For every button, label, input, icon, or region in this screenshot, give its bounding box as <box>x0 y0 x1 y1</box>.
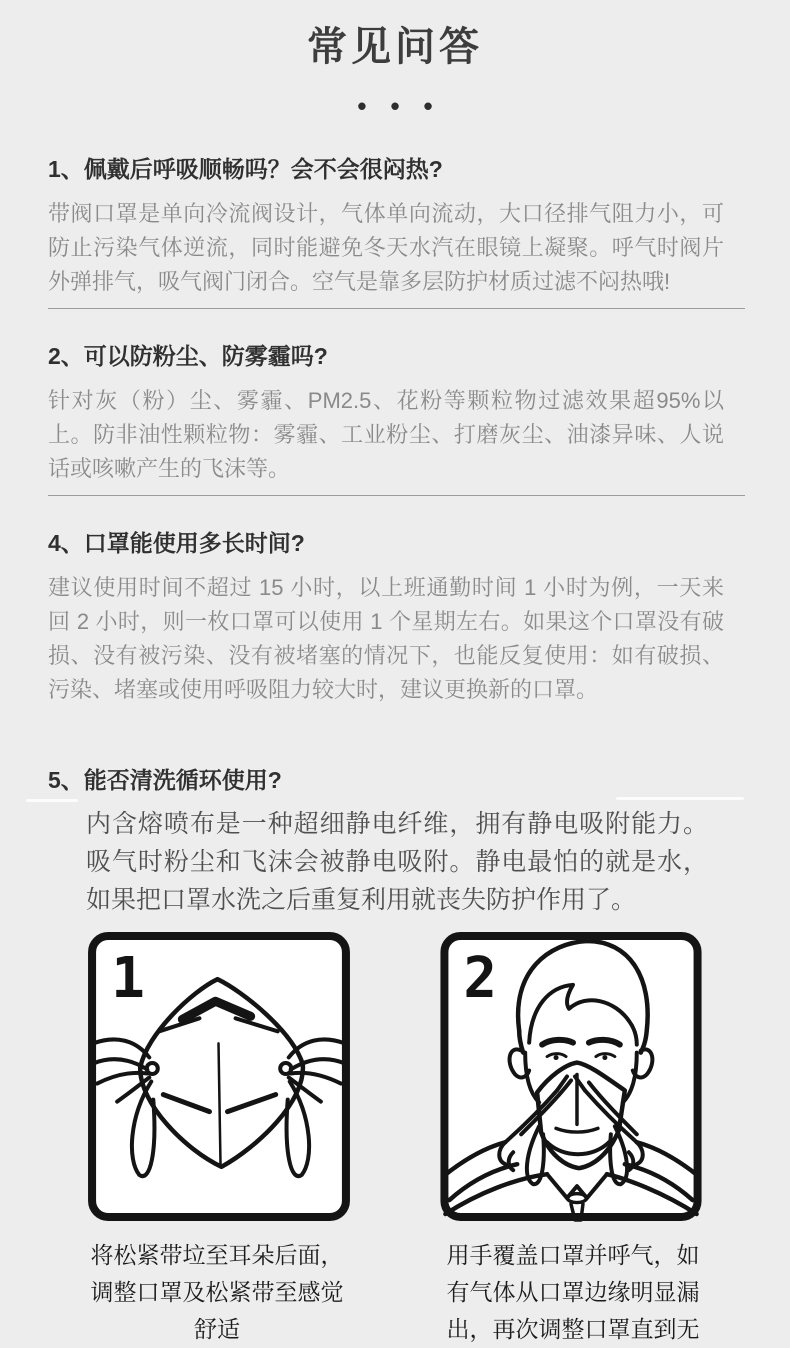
faq-question-number: 5、 <box>48 767 84 793</box>
faint-divider-left <box>26 799 78 802</box>
faq-item-2 <box>48 341 746 496</box>
faq-question <box>48 341 746 371</box>
mask-step1-illustration <box>87 931 351 1222</box>
faq-answer: 针对灰（粉）尘、雾霾、PM2.5、花粉等颗粒物过滤效果超95%以上。防非油性颗粒物：雾霾、工业粉尘、打磨灰尘、油漆异味、人说话或咳嗽产生的飞沫等。 <box>48 388 724 481</box>
instruction-illustrations <box>0 931 790 1222</box>
faq-question <box>48 528 746 558</box>
faq-question-number: 2、 <box>48 343 84 369</box>
step-number: 2 <box>463 945 497 1011</box>
faq-question <box>48 765 746 795</box>
press-mask-icon <box>439 931 703 1222</box>
faq-item-1 <box>48 154 746 309</box>
pull-ear-straps-icon <box>87 931 351 1222</box>
faq-answer: 建议使用时间不超过 15 小时，以上班通勤时间 1 小时为例，一天来回 2 小时，则一枚口罩可以使用 1 个星期左右。如果这个口罩没有破损、没有被污染、没有被堵塞的情况下，也能反复使用：如有破损、污染、堵塞或使用呼吸阻力较大时，建议更换新的口罩。 <box>48 575 724 702</box>
faq-question-text: 佩戴后呼吸顺畅吗？会不会很闷热? <box>83 156 443 182</box>
step1-caption: 将松紧带垃至耳朵后面，调整口罩及松紧带至感觉舒适 <box>90 1242 344 1342</box>
faq-answer: 内含熔喷布是一种超细静电纤维，拥有静电吸附能力。吸气时粉尘和飞沫会被静电吸附。静电最怕的就是水，如果把口罩水洗之后重复利用就丧失防护作用了。 <box>86 810 708 914</box>
divider <box>48 308 745 309</box>
instruction-captions <box>0 1237 790 1348</box>
faint-divider-right <box>616 797 744 800</box>
faq-question <box>48 154 746 184</box>
faq-answer: 带阀口罩是单向冷流阀设计，气体单向流动，大口径排气阻力小，可防止污染气体逆流，同时能避免冬天水汽在眼镜上凝聚。呼气时阀片外弹排气，吸气阀门闭合。空气是靠多层防护材质过滤不闷热哦! <box>48 201 724 294</box>
divider <box>48 495 745 496</box>
faq-question-text: 能否清洗循环使用? <box>83 767 282 793</box>
mask-step2-illustration <box>439 931 703 1222</box>
page-title: 常见问答 <box>307 25 483 69</box>
faq-question-text: 可以防粉尘、防雾霾吗? <box>83 343 328 369</box>
faq-item-4 <box>48 528 746 707</box>
faq-question-text: 口罩能使用多长时间? <box>83 530 305 556</box>
faq-question-number: 4、 <box>48 530 84 556</box>
step-number: 1 <box>111 946 145 1012</box>
faq-section <box>0 154 790 919</box>
faq-item-5 <box>48 765 746 919</box>
step2-caption: 用手覆盖口罩并呼气，如有气体从口罩边缘明显漏出，再次调整口罩直到无 <box>446 1242 700 1342</box>
faq-question-number: 1、 <box>48 156 84 182</box>
dots-decoration: ••• <box>357 91 457 121</box>
